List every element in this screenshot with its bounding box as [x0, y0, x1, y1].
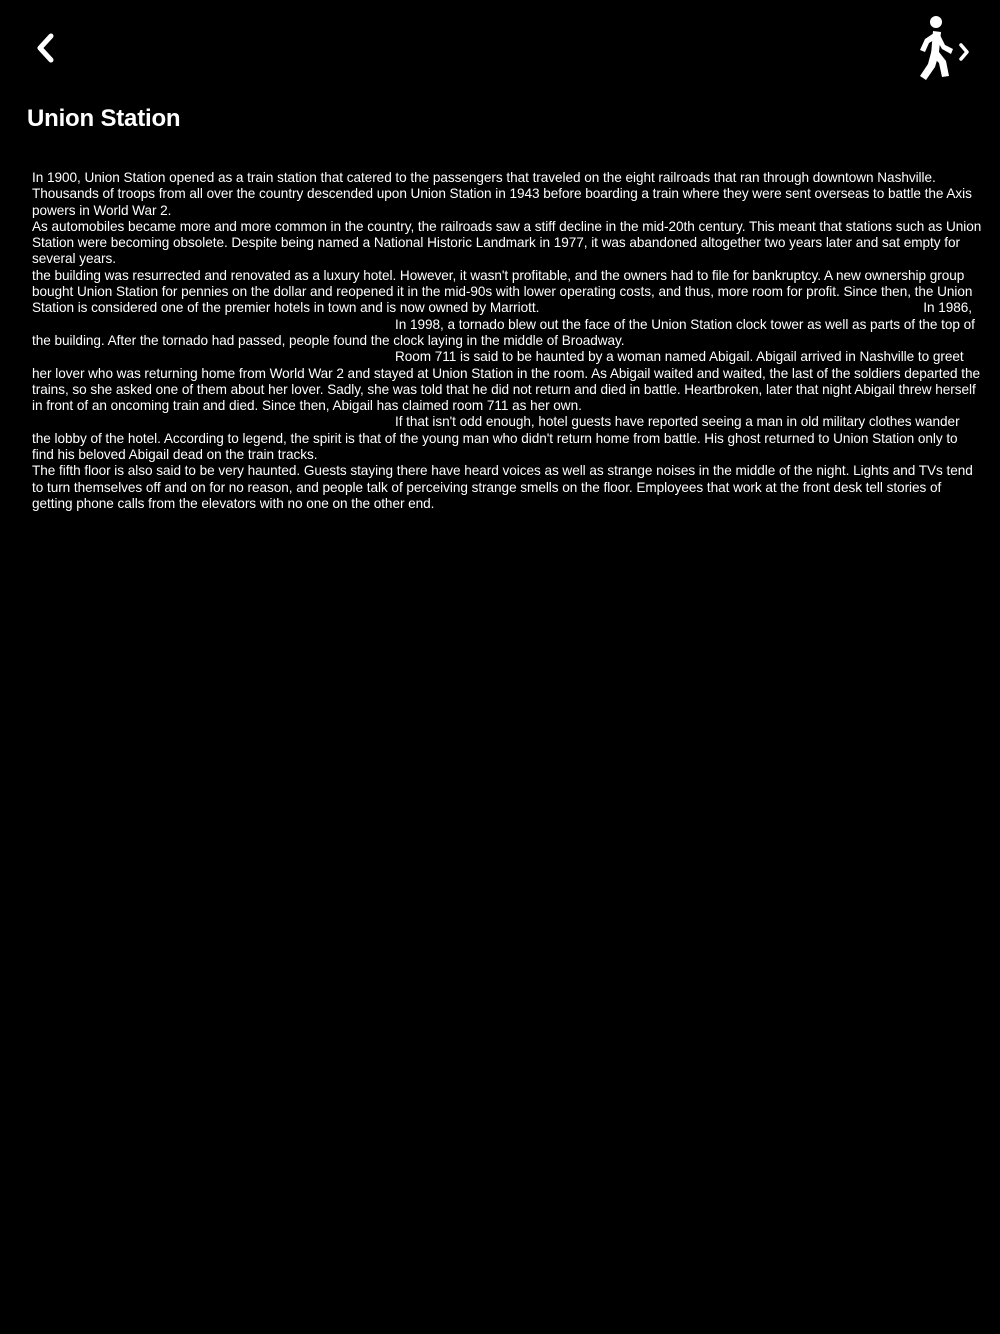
walking-tour-next-button[interactable] — [916, 12, 980, 82]
article-paragraph-text: In 1998, a tornado blew out the face of the Union Station clock tower as well as parts of the top of the building. After the tornado had passed, people found the clock laying in the middle of Broadway. — [32, 316, 975, 348]
page-title: Union Station — [27, 105, 181, 132]
article-paragraph: the building was resurrected and renovated as a luxury hotel. However, it wasn't profitable, and the owners had to file for bankruptcy. A new ownership group bought Union Station for pennies on the dollar and reopened it in the mid-90s with lower operating costs, and thus, more room for profit. Since then, the Union Station is considered one of the premier hotels in town and is now owned by Marriott. — [32, 267, 973, 316]
article-paragraph-text: If that isn't odd enough, hotel guests have reported seeing a man in old military clothes wander the lobby of the hotel. According to legend, the spirit is that of the young man who didn't return home from battle. His ghost returned to Union Station only to find his beloved Abigail dead on the train tracks. — [32, 414, 960, 463]
article-paragraph-text: Room 711 is said to be haunted by a woman named Abigail. Abigail arrived in Nashville to greet her lover who was returning home from World War 2 and stayed at Union Station in the room. As Abigail waited and waited, the last of the soldiers departed the trains, so she asked one of them about her lover. Sadly, she was told that he did not return and died in battle. Heartbroken, later that night Abigail threw herself in front of an oncoming train and died. Since then, Abigail has claimed room 711 as her own. — [32, 349, 980, 414]
walking-person-chevron-right-icon — [916, 12, 980, 82]
article-paragraph — [32, 317, 982, 350]
chevron-left-icon — [33, 31, 59, 65]
article-body — [32, 170, 982, 512]
article-paragraph-text: As automobiles became more and more common in the country, the railroads saw a stiff decline in the mid-20th century. This meant that stations such as Union Station were becoming obsolete. Despite being named a National Historic Landmark in 1977, it was abandoned altogether two years later and sat empty for several years. — [32, 218, 982, 267]
article-paragraph: In 1900, Union Station opened as a train station that catered to the passengers that traveled on the eight railroads that ran through downtown Nashville. Thousands of troops from all over the country descended upon Union Station in 1943 before boarding a train where they were sent overseas to battle the Axis powers in World War 2. — [32, 170, 972, 218]
article-inline-lead: In 1986, — [923, 300, 972, 316]
back-button[interactable] — [24, 24, 68, 72]
article-paragraph — [32, 349, 982, 414]
navigation-bar — [0, 0, 1000, 100]
article-paragraph — [32, 414, 982, 463]
article-paragraph: The fifth floor is also said to be very haunted. Guests staying there have heard voices as well as strange noises in the middle of the night. Lights and TVs tend to turn themselves off and on for no reason, and people talk of perceiving strange smells on the floor. Employees that work at the front desk tell stories of getting phone calls from the elevators with no one on the other end. — [32, 463, 973, 511]
